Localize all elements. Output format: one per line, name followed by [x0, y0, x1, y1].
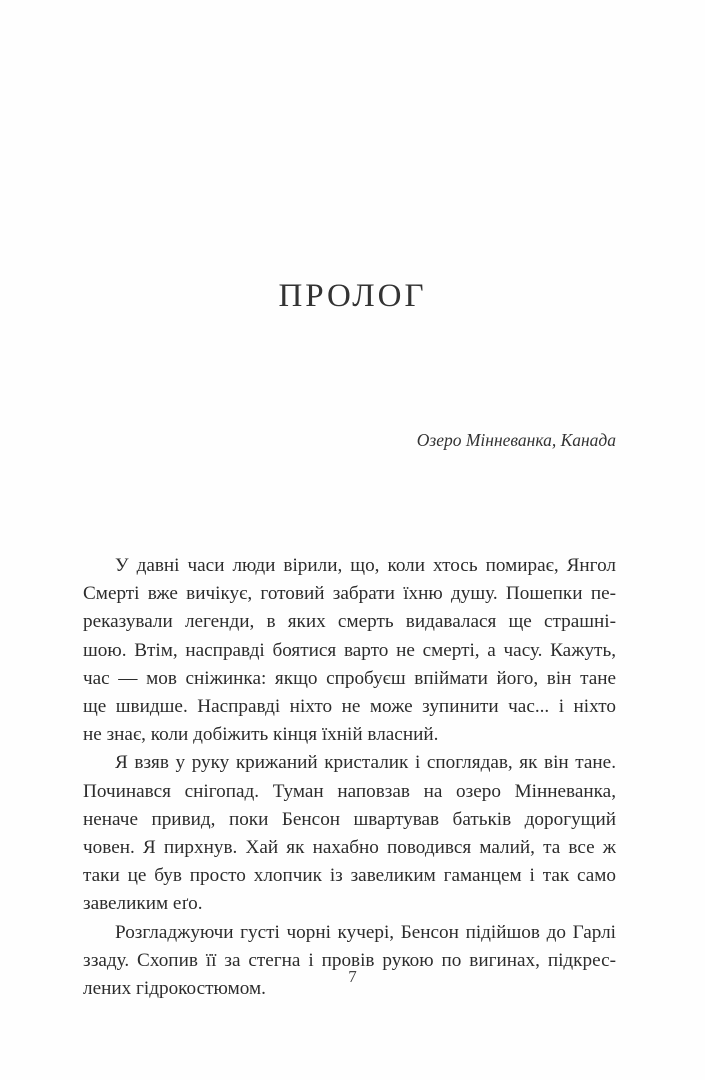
text-line: У давні часи люди вірили, що, коли хтось помирає, Янгол: [115, 555, 616, 576]
text-line: не знає, коли добіжить кінця їхній власний.: [83, 724, 439, 746]
text-line: човен. Я пирхнув. Хай як нахабно поводився малий, та все ж: [83, 837, 616, 859]
paragraph-1: [83, 552, 616, 749]
text-line: ще швидше. Насправді ніхто не може зупинити час... і ніхто: [83, 696, 616, 718]
text-line: Починався снігопад. Туман наповзав на озеро Мінневанка,: [83, 780, 616, 802]
text-line: таки це був просто хлопчик із завеликим гаманцем і так само: [83, 865, 616, 887]
text-line: Розгладжуючи густі чорні кучері, Бенсон підійшов до Гарлі: [115, 921, 616, 943]
chapter-title: ПРОЛОГ: [278, 278, 427, 314]
page-number: 7: [348, 967, 357, 986]
text-line: неначе привид, поки Бенсон швартував батьків дорогущий: [83, 808, 616, 830]
text-line: ззаду. Схопив її за стегна і провів рукою по вигинах, підкрес-: [83, 949, 616, 971]
text-line: час — мов сніжинка: якщо спробуєш впіймати його, він тане: [83, 667, 616, 689]
text-line: реказували легенди, в яких смерть видавалася ще страшні-: [83, 611, 616, 633]
paragraph-2: [83, 749, 616, 918]
text-line: Смерті вже вичікує, готовий забрати їхню душу. Пошепки пе-: [83, 583, 616, 605]
text-line: завеликим еґо.: [83, 893, 203, 915]
text-line: лених гідрокостюмом.: [83, 978, 266, 1000]
paragraph-3: [83, 919, 616, 1004]
text-line: Я взяв у руку крижаний кристалик і споглядав, як він тане.: [115, 752, 616, 774]
chapter-location: Озеро Мінневанка, Канада: [416, 430, 616, 450]
text-line: шою. Втім, насправді боятися варто не смерті, а часу. Кажуть,: [83, 639, 616, 661]
body-text: [83, 552, 616, 1003]
